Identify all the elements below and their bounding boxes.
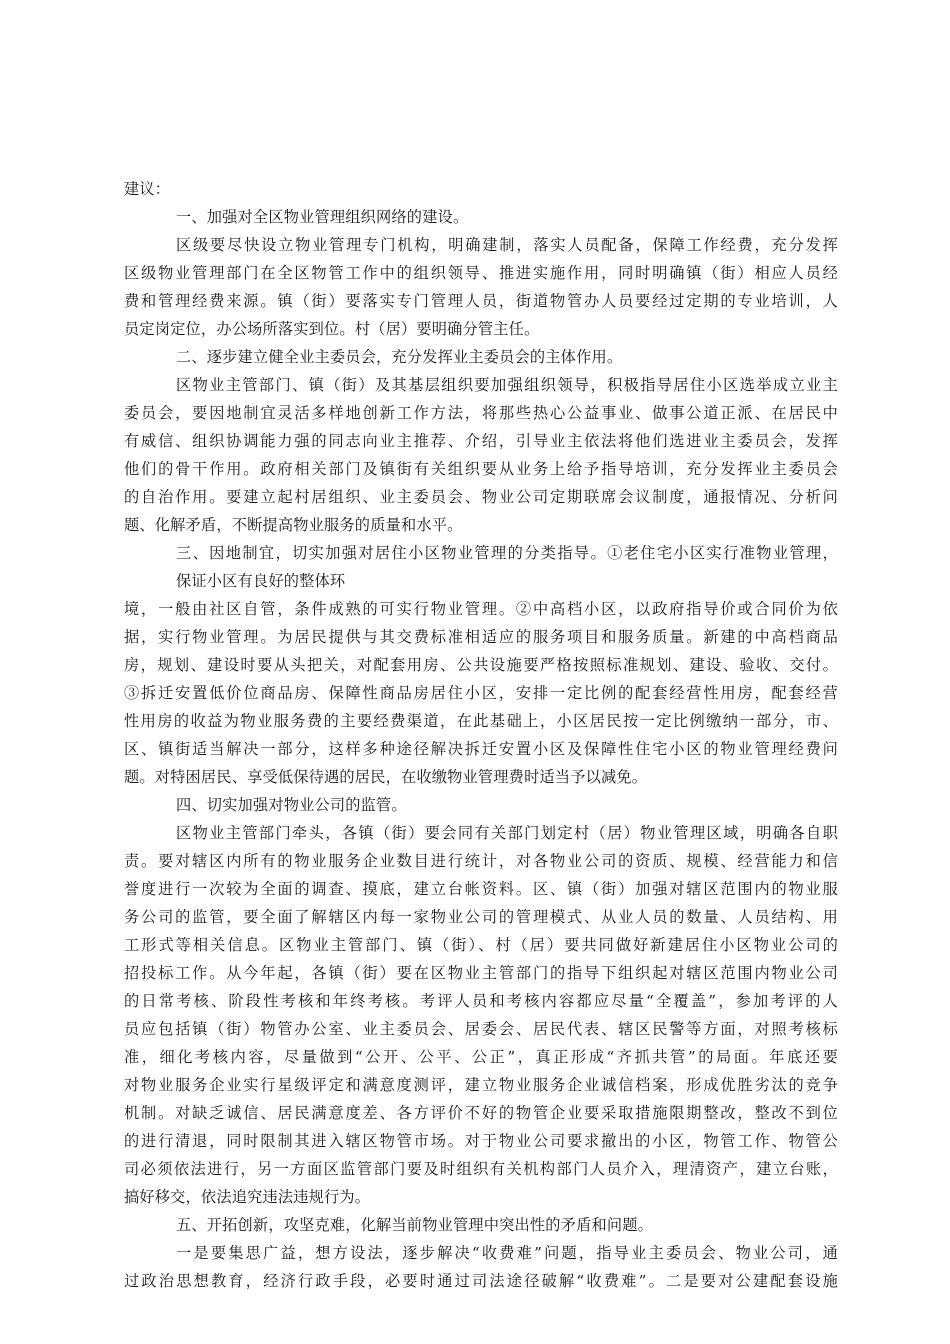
text-line: 据，实行物业管理。为居民提供与其交费标准相适应的服务项目和服务质量。新建的中高档商品 (124, 628, 838, 646)
text-line: 保证小区有良好的整体环 (176, 572, 346, 590)
text-line: 房，规划、建设时要从头把关，对配套用房、公共设施要严格按照标准规划、建设、验收、交付。 (124, 656, 838, 674)
text-line: 区级要尽快设立物业管理专门机构，明确建制，落实人员配备，保障工作经费，充分发挥 (176, 236, 838, 254)
section-heading-2: 二、逐步建立健全业主委员会，充分发挥业主委员会的主体作用。 (176, 348, 623, 366)
text-line: 机制。对缺乏诚信、居民满意度差、各方评价不好的物管企业要采取措施限期整改，整改不到位 (124, 1104, 838, 1122)
text-line: 员应包括镇（街）物管办公室、业主委员会、居委会、居民代表、辖区民警等方面，对照考核标 (124, 1020, 838, 1038)
text-line: 区物业主管部门牵头，各镇（街）要会同有关部门划定村（居）物业管理区域，明确各自职 (176, 824, 838, 842)
text-line: 区、镇街适当解决一部分，这样多种途径解决拆迁安置小区及保障性住宅小区的物业管理经费问 (124, 740, 838, 758)
text-line: 过政治思想教育，经济行政手段，必要时通过司法途径破解“收费难”。二是要对公建配套设施 (124, 1272, 838, 1290)
text-line: 有威信、组织协调能力强的同志向业主推荐、介绍，引导业主依法将他们选进业主委员会，发挥 (124, 432, 838, 450)
text-line: 员定岗定位，办公场所落实到位。村（居）要明确分管主任。 (124, 320, 540, 338)
text-line: 誉度进行一次较为全面的调查、摸底，建立台帐资料。区、镇（街）加强对辖区范围内的物业服 (124, 880, 838, 898)
text-line: 题、化解矛盾，不断提高物业服务的质量和水平。 (124, 516, 463, 534)
text-line: 的进行清退，同时限制其进入辖区物管市场。对于物业公司要求撤出的小区，物管工作、物管公 (124, 1132, 838, 1150)
text-line: 准，细化考核内容，尽量做到“公开、公平、公正”，真正形成“齐抓共管”的局面。年底还要 (124, 1048, 838, 1066)
text-line: 建议： (124, 180, 171, 198)
text-line: 对物业服务企业实行星级评定和满意度测评，建立物业服务企业诚信档案，形成优胜劣汰的竞争 (124, 1076, 838, 1094)
text-line: 工形式等相关信息。区物业主管部门、镇（街）、村（居）要共同做好新建居住小区物业公司的 (124, 936, 838, 954)
section-heading-1: 一、加强对全区物业管理组织网络的建设。 (176, 208, 469, 226)
text-line: 的日常考核、阶段性考核和年终考核。考评人员和考核内容都应尽量“全覆盖”，参加考评的人 (124, 992, 838, 1010)
text-line: 的自治作用。要建立起村居组织、业主委员会、物业公司定期联席会议制度，通报情况、分析问 (124, 488, 838, 506)
text-line: 区物业主管部门、镇（街）及其基层组织要加强组织领导，积极指导居住小区选举成立业主 (176, 376, 838, 394)
text-line: 搞好移交，依法追究违法违规行为。 (124, 1188, 371, 1206)
text-line: 题。对特困居民、享受低保待遇的居民，在收缴物业管理费时适当予以减免。 (124, 768, 648, 786)
section-heading-5: 五、开拓创新，攻坚克难，化解当前物业管理中突出性的矛盾和问题。 (176, 1216, 654, 1234)
text-line: 责。要对辖区内所有的物业服务企业数目进行统计，对各物业公司的资质、规模、经营能力和信 (124, 852, 838, 870)
text-line: 委员会，要因地制宜灵活多样地创新工作方法，将那些热心公益事业、做事公道正派、在居民中 (124, 404, 838, 422)
text-line: ③拆迁安置低价位商品房、保障性商品房居住小区，安排一定比例的配套经营性用房，配套经营 (124, 684, 838, 702)
text-line: 司必须依法进行，另一方面区监管部门要及时组织有关机构部门人员介入，理清资产，建立台账， (124, 1160, 838, 1178)
text-line: 费和管理经费来源。镇（街）要落实专门管理人员，街道物管办人员要经过定期的专业培训，人 (124, 292, 838, 310)
section-heading-3: 三、因地制宜，切实加强对居住小区物业管理的分类指导。①老住宅小区实行准物业管理， (176, 544, 838, 562)
text-line: 性用房的收益为物业服务费的主要经费渠道，在此基础上，小区居民按一定比例缴纳一部分，市、 (124, 712, 838, 730)
text-line: 招投标工作。从今年起，各镇（街）要在区物业主管部门的指导下组织起对辖区范围内物业公司 (124, 964, 838, 982)
text-line: 他们的骨干作用。政府相关部门及镇街有关组织要从业务上给予指导培训，充分发挥业主委员会 (124, 460, 838, 478)
text-line: 一是要集思广益，想方设法，逐步解决“收费难”问题，指导业主委员会、物业公司，通 (176, 1244, 838, 1262)
text-line: 区级物业管理部门在全区物管工作中的组织领导、推进实施作用，同时明确镇（街）相应人员经 (124, 264, 838, 282)
text-line: 务公司的监管，要全面了解辖区内每一家物业公司的管理模式、从业人员的数量、人员结构、用 (124, 908, 838, 926)
text-line: 境，一般由社区自管，条件成熟的可实行物业管理。②中高档小区，以政府指导价或合同价为依 (124, 600, 838, 618)
section-heading-4: 四、切实加强对物业公司的监管。 (176, 796, 407, 814)
